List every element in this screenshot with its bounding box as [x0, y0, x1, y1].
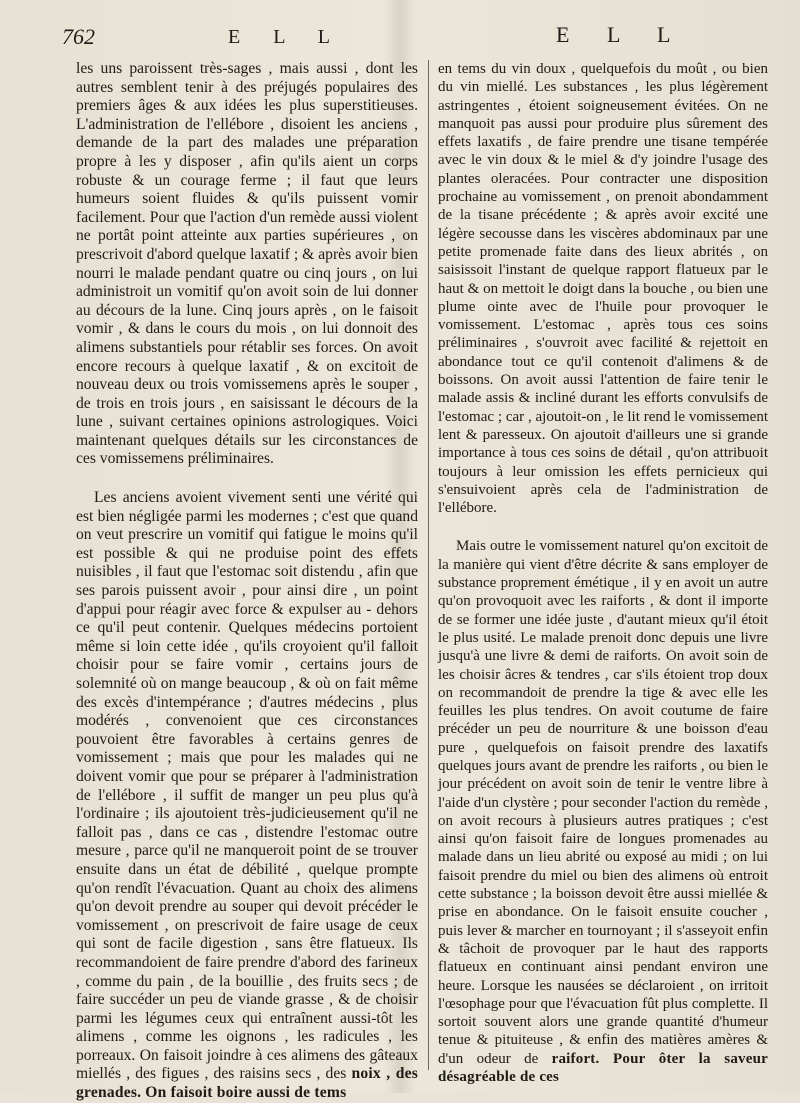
paragraph-text: Mais outre le vomissement naturel qu'on excitoit de la manière qui vient d'être décrite & sans employer de substance proprement émétique , il y en avoit un autre qu'on provoquoit avec les raiforts , & dont il importe de se former une idée juste , d'autant mieux qu'il étoit le plus usité. Le malade prenoit donc depuis une livre jusqu'à une livre & demi de raiforts. On avoit soin de les choisir âcres & tendres , car s'ils étoient trop doux on recommandoit de prendre la tige & avec elle les feuilles les plus tendres. On avoit coutume de faire précéder un peu de nourriture & une boisson d'eau pure , quelquefois on faisoit prendre des laxatifs quelques jours avant de prendre les raiforts , ou bien le jour précédent on avoit soin de tenir le ventre libre à l'aide d'un clystère ; pour seconder l'action du remède , on avoit recours à plusieurs autres pratiques ; c'est ainsi qu'on faisoit faire de longues promenades au malade dans un lieu abrité ou exposé au midi ; on lui faisoit prendre du miel ou bien des alimens où entroit cette substance ; la boisson devoit être aussi miellée & prise en abondance. On le faisoit ensuite coucher , puis lever & marcher en tournoyant ; il s'asseyoit enfin & tâchoit de provoquer par le haut des rapports flatueux en continuant ainsi pendant environ une heure. Lorsque les nausées se déclaroient , on irritoit l'œsophage pour que l'évacuation fût plus complette. Il sortoit souvent alors une grande quantité d'humeur tenue & pituiteuse , & enfin des matières amères & d'un odeur de	[438, 538, 768, 1067]
paragraph: en tems du vin doux , quelquefois du moût , ou bien du vin miellé. Les substances , les plus légèrement astringentes , étoient soigneusement évitées. On ne manquoit pas aussi pour produire plus sûrement des effets laxatifs , de faire prendre une tisane tempérée avec le vin doux & le miel & d'y joindre l'usage des plantes oleracées. Pour contracter une disposition prochaine au vomissement , on prenoit abondamment de la tisane précédente ; & après avoir excité une légère secousse dans les viscères abdominaux par une petite promenade faite dans des lieux abrités , on saisissoit l'instant de quelque rapport flatueux par le haut & on mettoit le doigt dans la bouche , ou bien une plume ointe avec de l'huile pour provoquer le vomissement. L'estomac , après tous ces soins préliminaires , s'ouvroit avec facilité & rejettoit en abondance tout ce qu'il contenoit d'alimens & de boissons. On avoit aussi l'attention de faire tenir le malade assis & incliné durant les efforts convulsifs de l'estomac ; car , ajoutoit-on , le lit rend le vomissement lent & paresseux. On ajoutoit d'ailleurs une si grande importance à tous ces soins de détail , qu'on attribuoit toujours à leur omission les effets pernicieux qui s'ensuivoient après cela de l'administration de l'ellébore.	[438, 61, 768, 517]
paragraph	[76, 489, 418, 1103]
paragraph-text: Les anciens avoient vivement senti une vérité qui est bien négligée parmi les modernes ; c'est que quand on veut prescrire un vomitif qui fatigue le moins qu'il est possible & qui ne produise point des effets nuisibles , il faut que l'estomac soit distendu , afin que ses parois puissent avoir , pour ainsi dire , un point d'appui pour réagir avec force & expulser au - dehors ce qu'il peut contenir. Quelques médecins portoient même si loin cette idée , qu'ils croyoient qu'il falloit choisir pour se faire vomir , certains jours de solemnité où on mange beaucoup , & où on fait même des excès d'intempérance ; d'autres médecins , plus modérés , convenoient que ces circonstances pouvoient être favorables à certains genres de vomissement ; mais que pour les malades qui ne doivent vomir que pour se préparer à l'administration de l'ellébore , il suffit de manger un peu plus qu'à l'ordinaire ; ils ajoutoient très-judicieusement qu'il ne falloit pas , dans ce cas , distendre l'estomac outre mesure , parce qu'il ne manqueroit point de se trouver ensuite dans un état de débilité , quelque prompte qu'on rendît l'évacuation. Quant au choix des alimens qu'on devoit prendre au souper qui devoit précéder le vomissement , on prescrivoit de faire usage de ceux qui sont de facile digestion , sans être flatueux. Ils recommandoient de faire prendre d'abord des farineux , comme du pain , de la bouillie , des fruits secs ; de faire succéder un peu de viande grasse , & de choisir parmi les légumes ceux qui entraînent aussi-tôt les alimens , comme les oignons , les radicules , les porreaux. On faisoit joindre à ces alimens des gâteaux miellés , des figues , des raisins secs , des	[76, 489, 418, 1083]
paragraph	[438, 537, 768, 1086]
last-line: noix , des grenades. On faisoit boire aussi de tems	[76, 1065, 418, 1102]
running-head-left: E L L	[228, 26, 344, 48]
last-line: raifort. Pour ôter la saveur désagréable de ces	[438, 1050, 769, 1086]
paragraph: les uns paroissent très-sages , mais aussi , dont les autres semblent tenir à des préjugés populaires des premiers âges & aux idées les plus superstitieuses. L'administration de l'ellébore , disoient les anciens , demande de la part des malades une préparation propre à les y disposer , afin qu'ils aient un corps robuste & un courage ferme ; il faut que leurs humeurs soient fluides & qu'ils puissent vomir facilement. Pour que l'action d'un remède aussi violent ne portât point atteinte aux parties supérieures , on prescrivoit d'abord quelque laxatif ; & après avoir bien nourri le malade pendant quatre ou cinq jours , on lui administroit un vomitif qu'on avoit soin de lui donner au décours de la lune. Cinq jours après , on le faisoit vomir , & dans le cours du mois , on lui donnoit des alimens substantiels pour rétablir ses forces. On avoit encore recours à quelque laxatif , & on excitoit de nouveau deux ou trois vomissemens après le souper , de trois en trois jours , en saisissant le décours de la lune , suivant certaines opinions astrologiques. Voici maintenant quelques détails sur les circonstances de ces vomissemens préliminaires.	[76, 60, 418, 468]
column-divider	[428, 60, 429, 1070]
left-column	[76, 60, 418, 1102]
page-header	[0, 20, 800, 56]
running-head-right: E L L	[556, 22, 687, 47]
page-number: 762	[62, 24, 95, 49]
right-column	[438, 60, 769, 1086]
